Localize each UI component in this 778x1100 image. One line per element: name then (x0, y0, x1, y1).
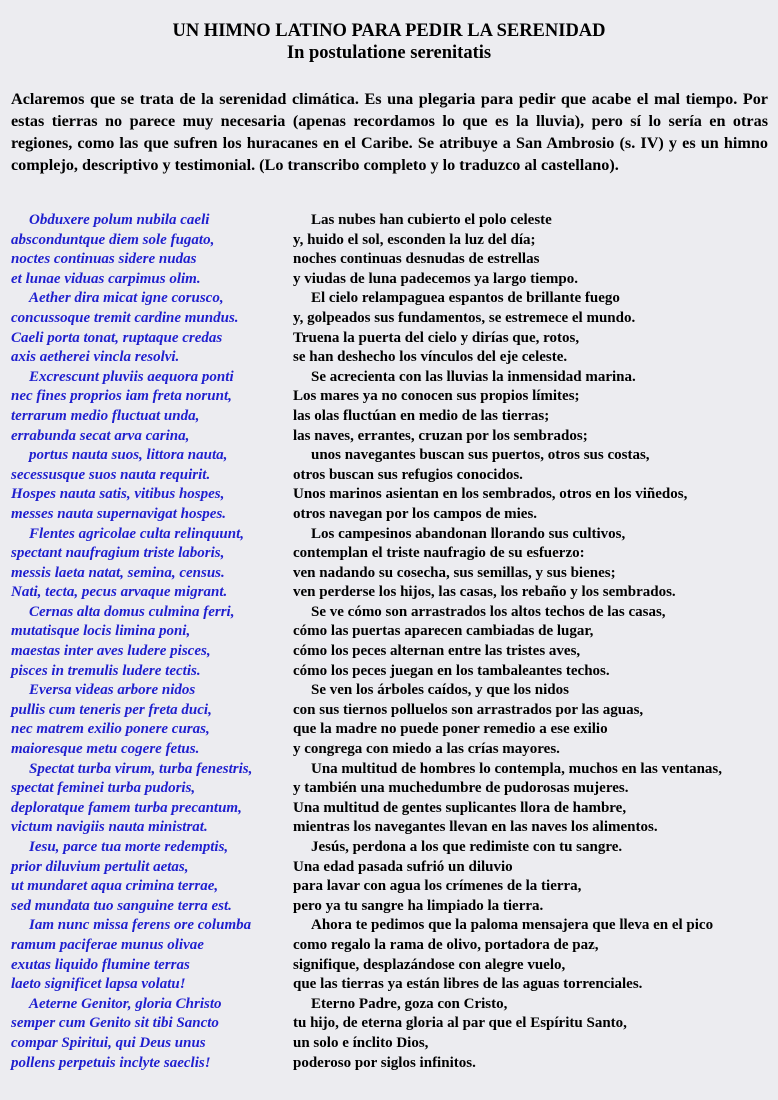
latin-verse-line: ut mundaret aqua crimina terrae, (11, 878, 219, 895)
spanish-verse-line: Jesús, perdona a los que redimiste con tu sangre. (311, 839, 623, 855)
latin-verse-line: semper cum Genito sit tibi Sancto (11, 1015, 219, 1032)
spanish-verse-line: Ahora te pedimos que la paloma mensajera que lleva en el pico (311, 917, 714, 934)
spanish-verse-line: Se ve cómo son arrastrados los altos techos de las casas, (311, 603, 666, 620)
latin-verse-line: spectant naufragium triste laboris, (11, 545, 225, 562)
spanish-verse-line: que las tierras ya están libres de las aguas torrenciales. (293, 976, 643, 993)
spanish-verse-line: signifique, desplazándose con alegre vuelo, (293, 956, 566, 973)
spanish-verse-line: que la madre no puede poner remedio a ese exilio (293, 721, 608, 738)
latin-verse-line: laeto significet lapsa volatu! (11, 976, 186, 993)
title-block (0, 20, 778, 64)
latin-verse-line: Aeterne Genitor, gloria Christo (29, 995, 222, 1012)
latin-verse-line: maioresque metu cogere fetus. (11, 741, 200, 758)
spanish-verse-line: y, huido el sol, esconden la luz del día; (293, 231, 536, 248)
latin-verse-line: secessusque suos nauta requirit. (11, 466, 211, 483)
spanish-verse-line: cómo las puertas aparecen cambiadas de lugar, (293, 623, 594, 640)
spanish-verse-line: para lavar con agua los crímenes de la tierra, (293, 878, 582, 895)
spanish-verse-line: Una edad pasada sufrió un diluvio (293, 858, 513, 875)
latin-verse-line: pullis cum teneris per freta duci, (11, 701, 212, 718)
spanish-verse-line: noches continuas desnudas de estrellas (293, 251, 540, 268)
latin-verse-line: absconduntque diem sole fugato, (11, 231, 215, 248)
latin-verse-line: nec fines proprios iam freta norunt, (11, 388, 232, 405)
latin-verse-line: Flentes agricolae culta relinquunt, (29, 525, 245, 542)
latin-verse-line: Iesu, parce tua morte redemptis, (29, 839, 229, 855)
latin-verse-line: maestas inter aves ludere pisces, (11, 643, 211, 660)
latin-verse-line: Eversa videas arbore nidos (29, 682, 196, 699)
spanish-verse-line: Los campesinos abandonan llorando sus cultivos, (311, 525, 626, 542)
spanish-verse-line: Los mares ya no conocen sus propios límites; (293, 388, 580, 405)
latin-hymn-column (11, 211, 291, 1073)
spanish-verse-line: Una multitud de gentes suplicantes llora de hambre, (293, 799, 627, 816)
spanish-verse-line: Eterno Padre, goza con Cristo, (311, 995, 508, 1012)
spanish-verse-line: otros buscan sus refugios conocidos. (293, 466, 523, 483)
latin-verse-line: pisces in tremulis ludere tectis. (11, 662, 201, 679)
latin-verse-line: deploratque famem turba precantum, (11, 799, 242, 816)
spanish-verse-line: otros navegan por los campos de mies. (293, 505, 538, 522)
spanish-verse-line: y viudas de luna padecemos ya largo tiempo. (293, 270, 579, 287)
latin-verse-line: Nati, tecta, pecus arvaque migrant. (11, 584, 228, 601)
spanish-verse-line: Las nubes han cubierto el polo celeste (311, 212, 552, 228)
spanish-verse-line: contemplan el triste naufragio de su esfuerzo: (293, 545, 585, 562)
spanish-verse-line: como regalo la rama de olivo, portadora de paz, (293, 936, 599, 953)
latin-verse-line: spectat feminei turba pudoris, (11, 780, 196, 797)
latin-verse-line: messes nauta supernavigat hospes. (11, 505, 227, 522)
latin-verse-line: Cernas alta domus culmina ferri, (29, 603, 235, 620)
latin-verse-line: et lunae viduas carpimus olim. (11, 270, 201, 287)
latin-verse-line: nec matrem exilio ponere curas, (11, 721, 210, 738)
page-subtitle: In postulatione serenitatis (286, 43, 492, 63)
spanish-verse-line: ven perderse los hijos, las casas, los rebaño y los sembrados. (293, 584, 676, 601)
latin-verse-line: mutatisque locis limina poni, (11, 623, 191, 640)
spanish-verse-line: Truena la puerta del cielo y dirías que, rotos, (293, 329, 580, 346)
latin-verse-line: portus nauta suos, littora nauta, (29, 447, 228, 464)
latin-verse-line: noctes continuas sidere nudas (11, 251, 197, 268)
spanish-verse-line: las olas fluctúan en medio de las tierras; (293, 407, 550, 424)
latin-verse-line: Excrescunt pluviis aequora ponti (29, 368, 234, 385)
latin-verse-line: compar Spiritui, qui Deus unus (11, 1034, 206, 1051)
spanish-verse-line: mientras los navegantes llevan en las naves los alimentos. (293, 819, 658, 836)
spanish-verse-line: El cielo relampaguea espantos de brillante fuego (311, 290, 620, 307)
spanish-verse-line: Unos marinos asientan en los sembrados, otros en los viñedos, (293, 486, 688, 503)
latin-verse-line: Iam nunc missa ferens ore columba (29, 917, 252, 934)
intro-paragraph: Aclaremos que se trata de la serenidad climática. Es una plegaria para pedir que acabe el mal tiempo. Por estas tierras no parece muy necesaria (apenas recordamos lo que es la lluvia), pero sí lo sería en otras regiones, como las que sufren los huracanes en el Caribe. Se atribuye a San Ambrosio (s. IV) y es un himno complejo, descriptivo y testimonial. (Lo transcribo completo y lo traduzco al castellano). (11, 90, 768, 174)
spanish-verse-line: se han deshecho los vínculos del eje celeste. (293, 349, 568, 366)
spanish-verse-line: ven nadando su cosecha, sus semillas, y sus bienes; (293, 564, 616, 581)
latin-verse-line: Obduxere polum nubila caeli (29, 212, 210, 228)
spanish-translation-column (293, 211, 777, 1073)
latin-verse-line: ramum paciferae munus olivae (11, 936, 204, 953)
spanish-verse-line: y, golpeados sus fundamentos, se estremece el mundo. (293, 309, 636, 326)
spanish-verse-line: Una multitud de hombres lo contempla, muchos en las ventanas, (311, 760, 723, 777)
spanish-verse-line: cómo los peces alternan entre las tristes aves, (293, 643, 581, 660)
latin-verse-line: axis aetherei vincla resolvi. (11, 349, 180, 366)
spanish-verse-line: tu hijo, de eterna gloria al par que el Espíritu Santo, (293, 1015, 627, 1032)
spanish-verse-line: con sus tiernos polluelos son arrastrados por las aguas, (293, 701, 644, 718)
spanish-verse-line: unos navegantes buscan sus puertos, otros sus costas, (311, 447, 650, 464)
spanish-verse-line: Se acrecienta con las lluvias la inmensidad marina. (311, 368, 636, 385)
spanish-verse-line: Se ven los árboles caídos, y que los nidos (311, 682, 569, 699)
latin-verse-line: Aether dira micat igne corusco, (29, 290, 224, 307)
latin-verse-line: sed mundata tuo sanguine terra est. (11, 897, 232, 914)
latin-verse-line: messis laeta natat, semina, census. (11, 564, 225, 581)
latin-verse-line: concussoque tremit cardine mundus. (11, 309, 239, 326)
latin-verse-line: terrarum medio fluctuat unda, (11, 407, 200, 424)
spanish-verse-line: y también una muchedumbre de pudorosas mujeres. (293, 780, 629, 797)
latin-verse-line: errabunda secat arva carina, (11, 427, 190, 444)
latin-verse-line: Hospes nauta satis, vitibus hospes, (11, 486, 225, 503)
page-title: UN HIMNO LATINO PARA PEDIR LA SERENIDAD (172, 21, 606, 41)
spanish-verse-line: pero ya tu sangre ha limpiado la tierra. (293, 897, 544, 914)
latin-verse-line: Spectat turba virum, turba fenestris, (29, 760, 253, 777)
latin-verse-line: prior diluvium pertulit aetas, (11, 858, 189, 875)
latin-verse-line: victum navigiis nauta ministrat. (11, 819, 208, 836)
spanish-verse-line: un solo e ínclito Dios, (293, 1034, 429, 1051)
latin-verse-line: pollens perpetuis inclyte saeclis! (11, 1054, 211, 1071)
latin-verse-line: Caeli porta tonat, ruptaque credas (11, 329, 223, 346)
spanish-verse-line: las naves, errantes, cruzan por los sembrados; (293, 427, 588, 444)
latin-verse-line: exutas liquido flumine terras (11, 956, 190, 973)
spanish-verse-line: cómo los peces juegan en los tambaleantes techos. (293, 662, 610, 679)
spanish-verse-line: poderoso por siglos infinitos. (293, 1054, 476, 1071)
spanish-verse-line: y congrega con miedo a las crías mayores. (293, 741, 560, 758)
